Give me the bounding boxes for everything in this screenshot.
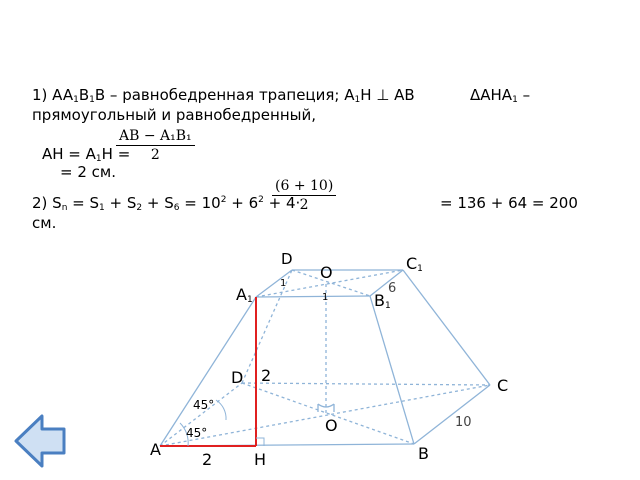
subscript: 1 <box>384 301 391 311</box>
label-base-2 <box>202 450 212 469</box>
label-text: O <box>320 263 333 282</box>
fraction-numerator: (6 + 10) <box>272 178 336 196</box>
label-a <box>150 440 161 459</box>
label-text: 2 <box>261 366 272 385</box>
label-text: 1 <box>322 292 329 303</box>
label-b1 <box>374 291 391 311</box>
label-text: B <box>374 291 385 310</box>
text-seg: см. <box>32 214 57 232</box>
edge-b-b1 <box>370 296 414 444</box>
text-seg: ΔAHA <box>470 86 513 104</box>
label-d <box>231 368 243 387</box>
back-button[interactable] <box>12 412 68 470</box>
subscript: 2 <box>136 203 143 213</box>
edge-d-c <box>242 383 490 385</box>
subscript: 1 <box>417 264 423 274</box>
subscript: 6 <box>173 203 180 213</box>
label-text: H <box>254 450 267 469</box>
label-text: B <box>418 444 429 463</box>
text-seg: = 2 см. <box>60 163 116 181</box>
label-text: 2 <box>202 450 213 469</box>
edge-b-c <box>414 385 490 444</box>
label-o <box>325 416 338 435</box>
label-angle-1 <box>193 398 214 412</box>
label-height-2 <box>261 366 271 385</box>
text-seg: 1) AA <box>32 86 74 104</box>
label-o1-sub-2 <box>322 292 328 303</box>
label-text: 10 <box>455 415 472 430</box>
text-seg: + 4· <box>263 194 301 212</box>
label-text: D <box>231 368 244 387</box>
label-text: C <box>406 254 418 273</box>
label-d1 <box>281 250 293 268</box>
subscript: n <box>61 203 68 213</box>
superscript: 2 <box>220 195 227 205</box>
text-seg: B <box>78 86 90 104</box>
text-seg: H ⊥ AB <box>360 86 415 104</box>
text-seg: 2) S <box>32 194 62 212</box>
label-text: A <box>236 285 247 304</box>
text-seg: + S <box>142 194 174 212</box>
label-c1 <box>406 254 423 274</box>
label-text: 1 <box>280 278 287 289</box>
label-h <box>254 450 266 469</box>
text-seg: прямоугольный и равнобедренный, <box>32 106 317 124</box>
label-a1 <box>236 285 253 305</box>
text-seg: = 136 + 64 = 200 <box>440 194 578 212</box>
label-b <box>418 444 429 463</box>
label-text: 45° <box>193 398 215 412</box>
text-seg: + 6 <box>226 194 259 212</box>
subscript: 1 <box>95 154 102 164</box>
subscript: 1 <box>73 95 79 105</box>
fraction-denominator: 2 <box>150 147 160 163</box>
fraction-denominator: 2 <box>299 197 309 213</box>
angle-arc-2 <box>216 400 226 420</box>
label-o1-sub <box>280 278 286 289</box>
label-ten <box>455 415 472 430</box>
superscript: 2 <box>258 195 264 205</box>
label-text: C <box>497 376 509 395</box>
label-text: O <box>325 416 338 435</box>
label-o1 <box>320 263 333 282</box>
text-seg: + S <box>104 194 137 212</box>
text-seg: B – равнобедренная трапеция; A <box>94 86 355 104</box>
text-seg: = S <box>67 194 100 212</box>
subscript: 1 <box>99 203 105 213</box>
subscript: 1 <box>246 295 253 305</box>
subscript: 1 <box>354 95 361 105</box>
label-text: A <box>150 440 161 459</box>
label-text: 6 <box>388 281 397 296</box>
text-seg: H = <box>101 145 131 163</box>
text-seg: AH = A <box>42 145 96 163</box>
subscript: 1 <box>89 95 95 105</box>
fraction-numerator: AB − A₁B₁ <box>116 128 195 146</box>
edge-a1-b1 <box>256 296 370 297</box>
back-arrow-icon <box>12 412 68 470</box>
label-angle-2 <box>186 426 207 440</box>
text-seg: – <box>517 86 531 104</box>
subscript: 1 <box>512 95 518 105</box>
text-seg: = 10 <box>179 194 221 212</box>
label-c <box>497 376 508 395</box>
label-text: 45° <box>186 426 208 440</box>
edge-c-c1 <box>403 270 490 385</box>
label-text: D <box>281 250 293 268</box>
